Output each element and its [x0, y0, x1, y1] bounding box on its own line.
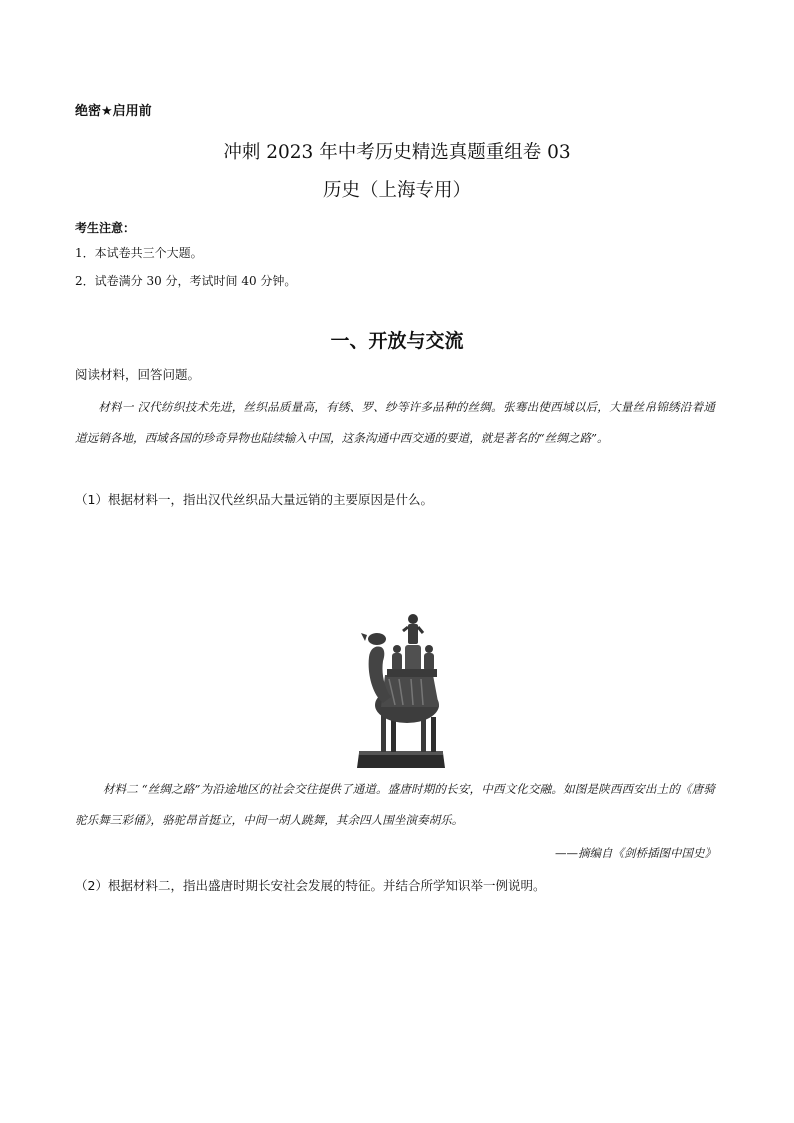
question-1: （1）根据材料一，指出汉代丝织品大量远销的主要原因是什么。 — [75, 492, 433, 507]
notice-item: 1．本试卷共三个大题。 — [75, 246, 203, 260]
section-instructions: 阅读材料，回答问题。 — [75, 367, 201, 382]
paper-subtitle: 历史（上海专用） — [322, 180, 471, 201]
confidential-label: 绝密★启用前 — [75, 104, 152, 119]
citation-source: ——摘编自《剑桥插图中国史》 — [555, 846, 716, 860]
material-two-text: 材料二 “丝绸之路”为沿途地区的社会交往提供了通道。盛唐时期的长安，中西文化交融。如图是陕西西安出土的《唐骑驼乐舞三彩俑》，骆驼昂首挺立，中间一胡人跳舞，其余四人围坐演奏胡乐。 — [75, 782, 715, 827]
notice-item: 2．试卷满分 30 分，考试时间 40 分钟。 — [75, 274, 297, 288]
question-2: （2）根据材料二，指出盛唐时期长安社会发展的特征。并结合所学知识举一例说明。 — [75, 878, 546, 893]
camel-figurine-image — [355, 605, 447, 770]
section-heading: 一、开放与交流 — [330, 330, 464, 352]
paper-title: 冲刺 2023 年中考历史精选真题重组卷 03 — [223, 142, 571, 163]
notice-heading: 考生注意： — [75, 221, 136, 235]
material-one-text: 材料一 汉代纺织技术先进，丝织品质量高，有绣、罗、纱等许多品种的丝绸。张骞出使西域以后，大量丝帛锦绣沿着通道远销各地，西域各国的珍奇异物也陆续输入中国，这条沟通中西交通的要道，就是著名的“丝绸之路”。 — [75, 400, 715, 445]
